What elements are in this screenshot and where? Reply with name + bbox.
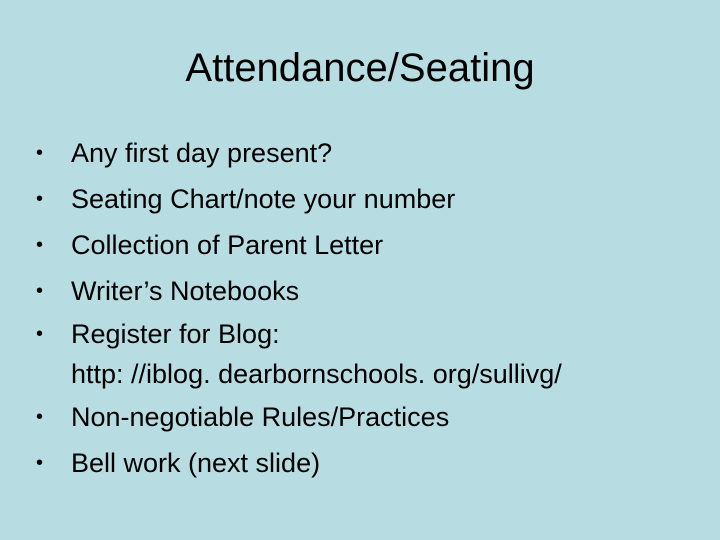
bullet-item <box>36 440 706 486</box>
bullet-item <box>36 314 706 394</box>
blog-url: http: //iblog. dearbornschools. org/sullivg/ <box>71 359 562 389</box>
bullet-marker: • <box>36 142 44 164</box>
bullet-marker: • <box>36 280 44 302</box>
bullet-item <box>36 176 706 222</box>
bullet-item <box>36 394 706 440</box>
bullet-item <box>36 130 706 176</box>
bullet-marker: • <box>36 406 44 428</box>
bullet-text: Writer’s Notebooks <box>71 276 300 306</box>
bullet-text-line: Register for Blog: <box>71 319 280 349</box>
bullet-item <box>36 268 706 314</box>
bullet-text: Bell work (next slide) <box>71 448 321 478</box>
bullet-text: Any first day present? <box>71 138 333 168</box>
slide-title: Attendance/Seating <box>185 46 535 90</box>
bullet-list <box>36 130 706 486</box>
bullet-text: Non-negotiable Rules/Practices <box>71 402 450 432</box>
bullet-item <box>36 222 706 268</box>
bullet-text <box>71 314 706 394</box>
bullet-marker: • <box>36 188 44 210</box>
bullet-text: Seating Chart/note your number <box>71 184 456 214</box>
bullet-marker: • <box>36 323 44 345</box>
bullet-text: Collection of Parent Letter <box>71 230 384 260</box>
bullet-marker: • <box>36 452 44 474</box>
bullet-marker: • <box>36 234 44 256</box>
